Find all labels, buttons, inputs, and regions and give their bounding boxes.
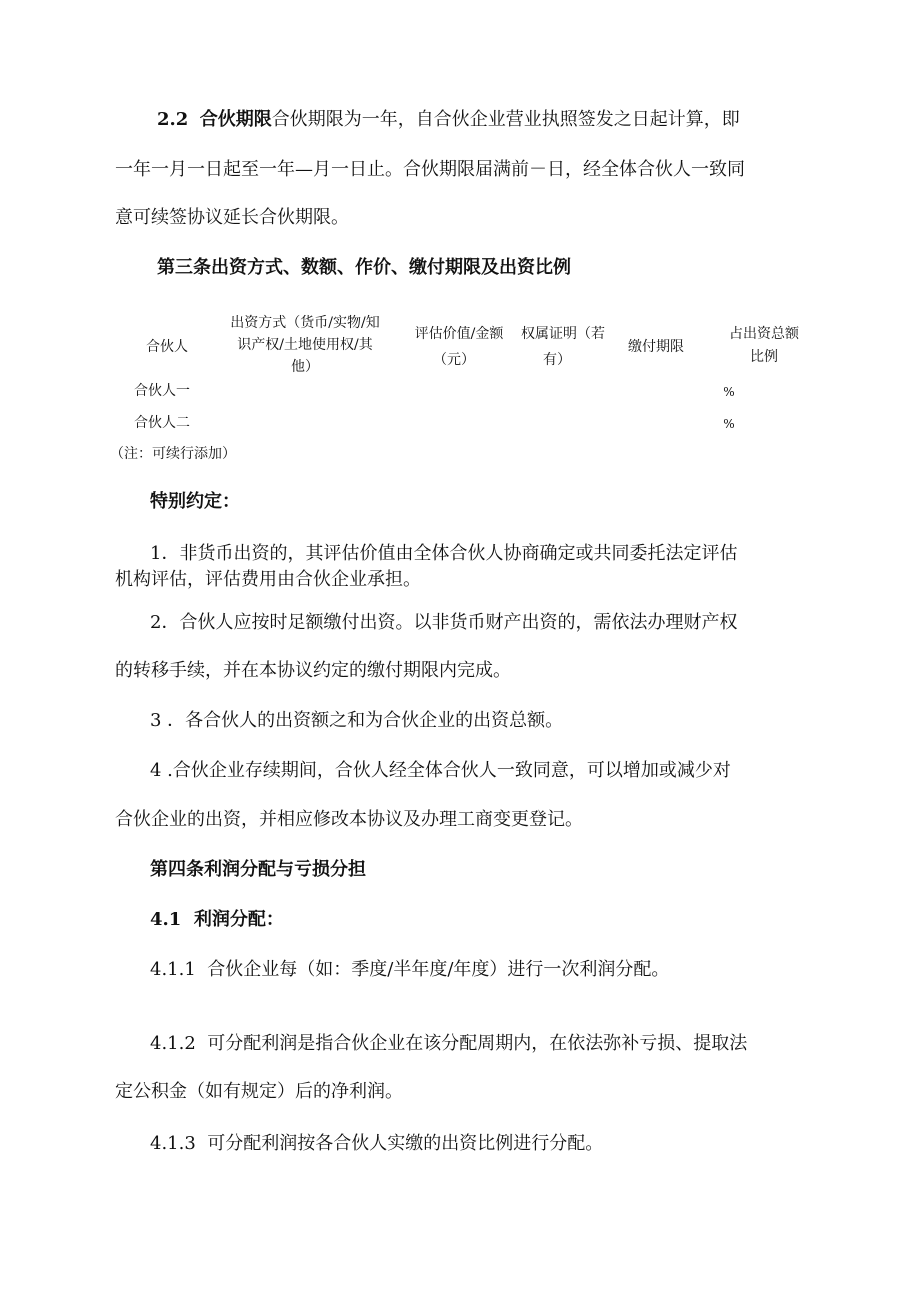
th-method-line-1: 出资方式（货币/实物/知 [230,315,380,331]
clause-text: 可分配利润是指合伙企业在该分配周期内，在依法弥补亏损、提取法 [207,1033,748,1054]
clause-4-1-2-line-2: 定公积金（如有规定）后的净利润。 [115,1081,403,1102]
table-row-1-ratio: % [723,385,735,399]
th-value-line-1: 评估价值/金额 [414,326,504,342]
section-4-1-heading [150,908,284,932]
clause-4-1-1 [150,958,669,982]
th-proof-line-2: 有） [543,352,571,368]
table-note: （注：可续行添加） [110,446,236,462]
special-item-2-line-2: 的转移手续，并在本协议约定的缴付期限内完成。 [115,660,511,681]
section-title: 合伙期限 [199,109,272,130]
clause-4-1-3 [150,1132,603,1156]
clause-number: 4.1.2 [150,1033,196,1054]
th-deadline: 缴付期限 [628,339,684,355]
section-text: 合伙期限为一年，自合伙企业营业执照签发之日起计算，即 [271,109,740,130]
article-3-title: 第三条出资方式、数额、作价、缴付期限及出资比例 [157,257,571,278]
section-title: 利润分配： [193,909,284,930]
special-item-4-line-2: 合伙企业的出资，并相应修改本协议及办理工商变更登记。 [115,809,583,830]
table-row-2-partner: 合伙人二 [134,415,190,431]
special-item-1-line-1: 1．非货币出资的，其评估价值由全体合伙人协商确定或共同委托法定评估 [150,543,738,564]
clause-text: 可分配利润按各合伙人实缴的出资比例进行分配。 [207,1133,604,1154]
clause-number: 4.1.1 [150,959,196,980]
section-2-2-line-1 [157,108,740,132]
special-item-1-line-2: 机构评估，评估费用由合伙企业承担。 [115,569,421,590]
table-row-1-partner: 合伙人一 [134,383,190,399]
section-number: 4.1 [150,909,182,930]
article-4-title: 第四条利润分配与亏损分担 [150,859,366,880]
clause-number: 4.1.3 [150,1133,196,1154]
special-item-3: 3 ．各合伙人的出资额之和为合伙企业的出资总额。 [150,710,564,731]
th-method-line-3: 他） [291,359,319,375]
th-value-line-2: （元） [433,352,475,368]
table-row-2-ratio: % [723,417,735,431]
th-ratio-line-2: 比例 [750,349,778,365]
section-number: 2.2 [157,109,189,130]
th-method-line-2: 识产权/土地使用权/其 [237,337,373,353]
th-partner: 合伙人 [146,339,188,355]
section-2-2-line-3: 意可续签协议延长合伙期限。 [115,207,349,228]
th-proof-line-1: 权属证明（若 [521,326,605,342]
special-title: 特别约定： [150,491,240,512]
clause-4-1-2-line-1 [150,1032,747,1056]
special-item-2-line-1: 2．合伙人应按时足额缴付出资。以非货币财产出资的，需依法办理财产权 [150,612,738,633]
th-ratio-line-1: 占出资总额 [729,326,799,342]
clause-text: 合伙企业每（如：季度/半年度/年度）进行一次利润分配。 [207,959,670,980]
special-item-4-line-1: 4 .合伙企业存续期间，合伙人经全体合伙人一致同意，可以增加或减少对 [150,760,731,781]
section-2-2-line-2: 一年一月一日起至一年—月一日止。合伙期限届满前－日，经全体合伙人一致同 [115,159,745,180]
